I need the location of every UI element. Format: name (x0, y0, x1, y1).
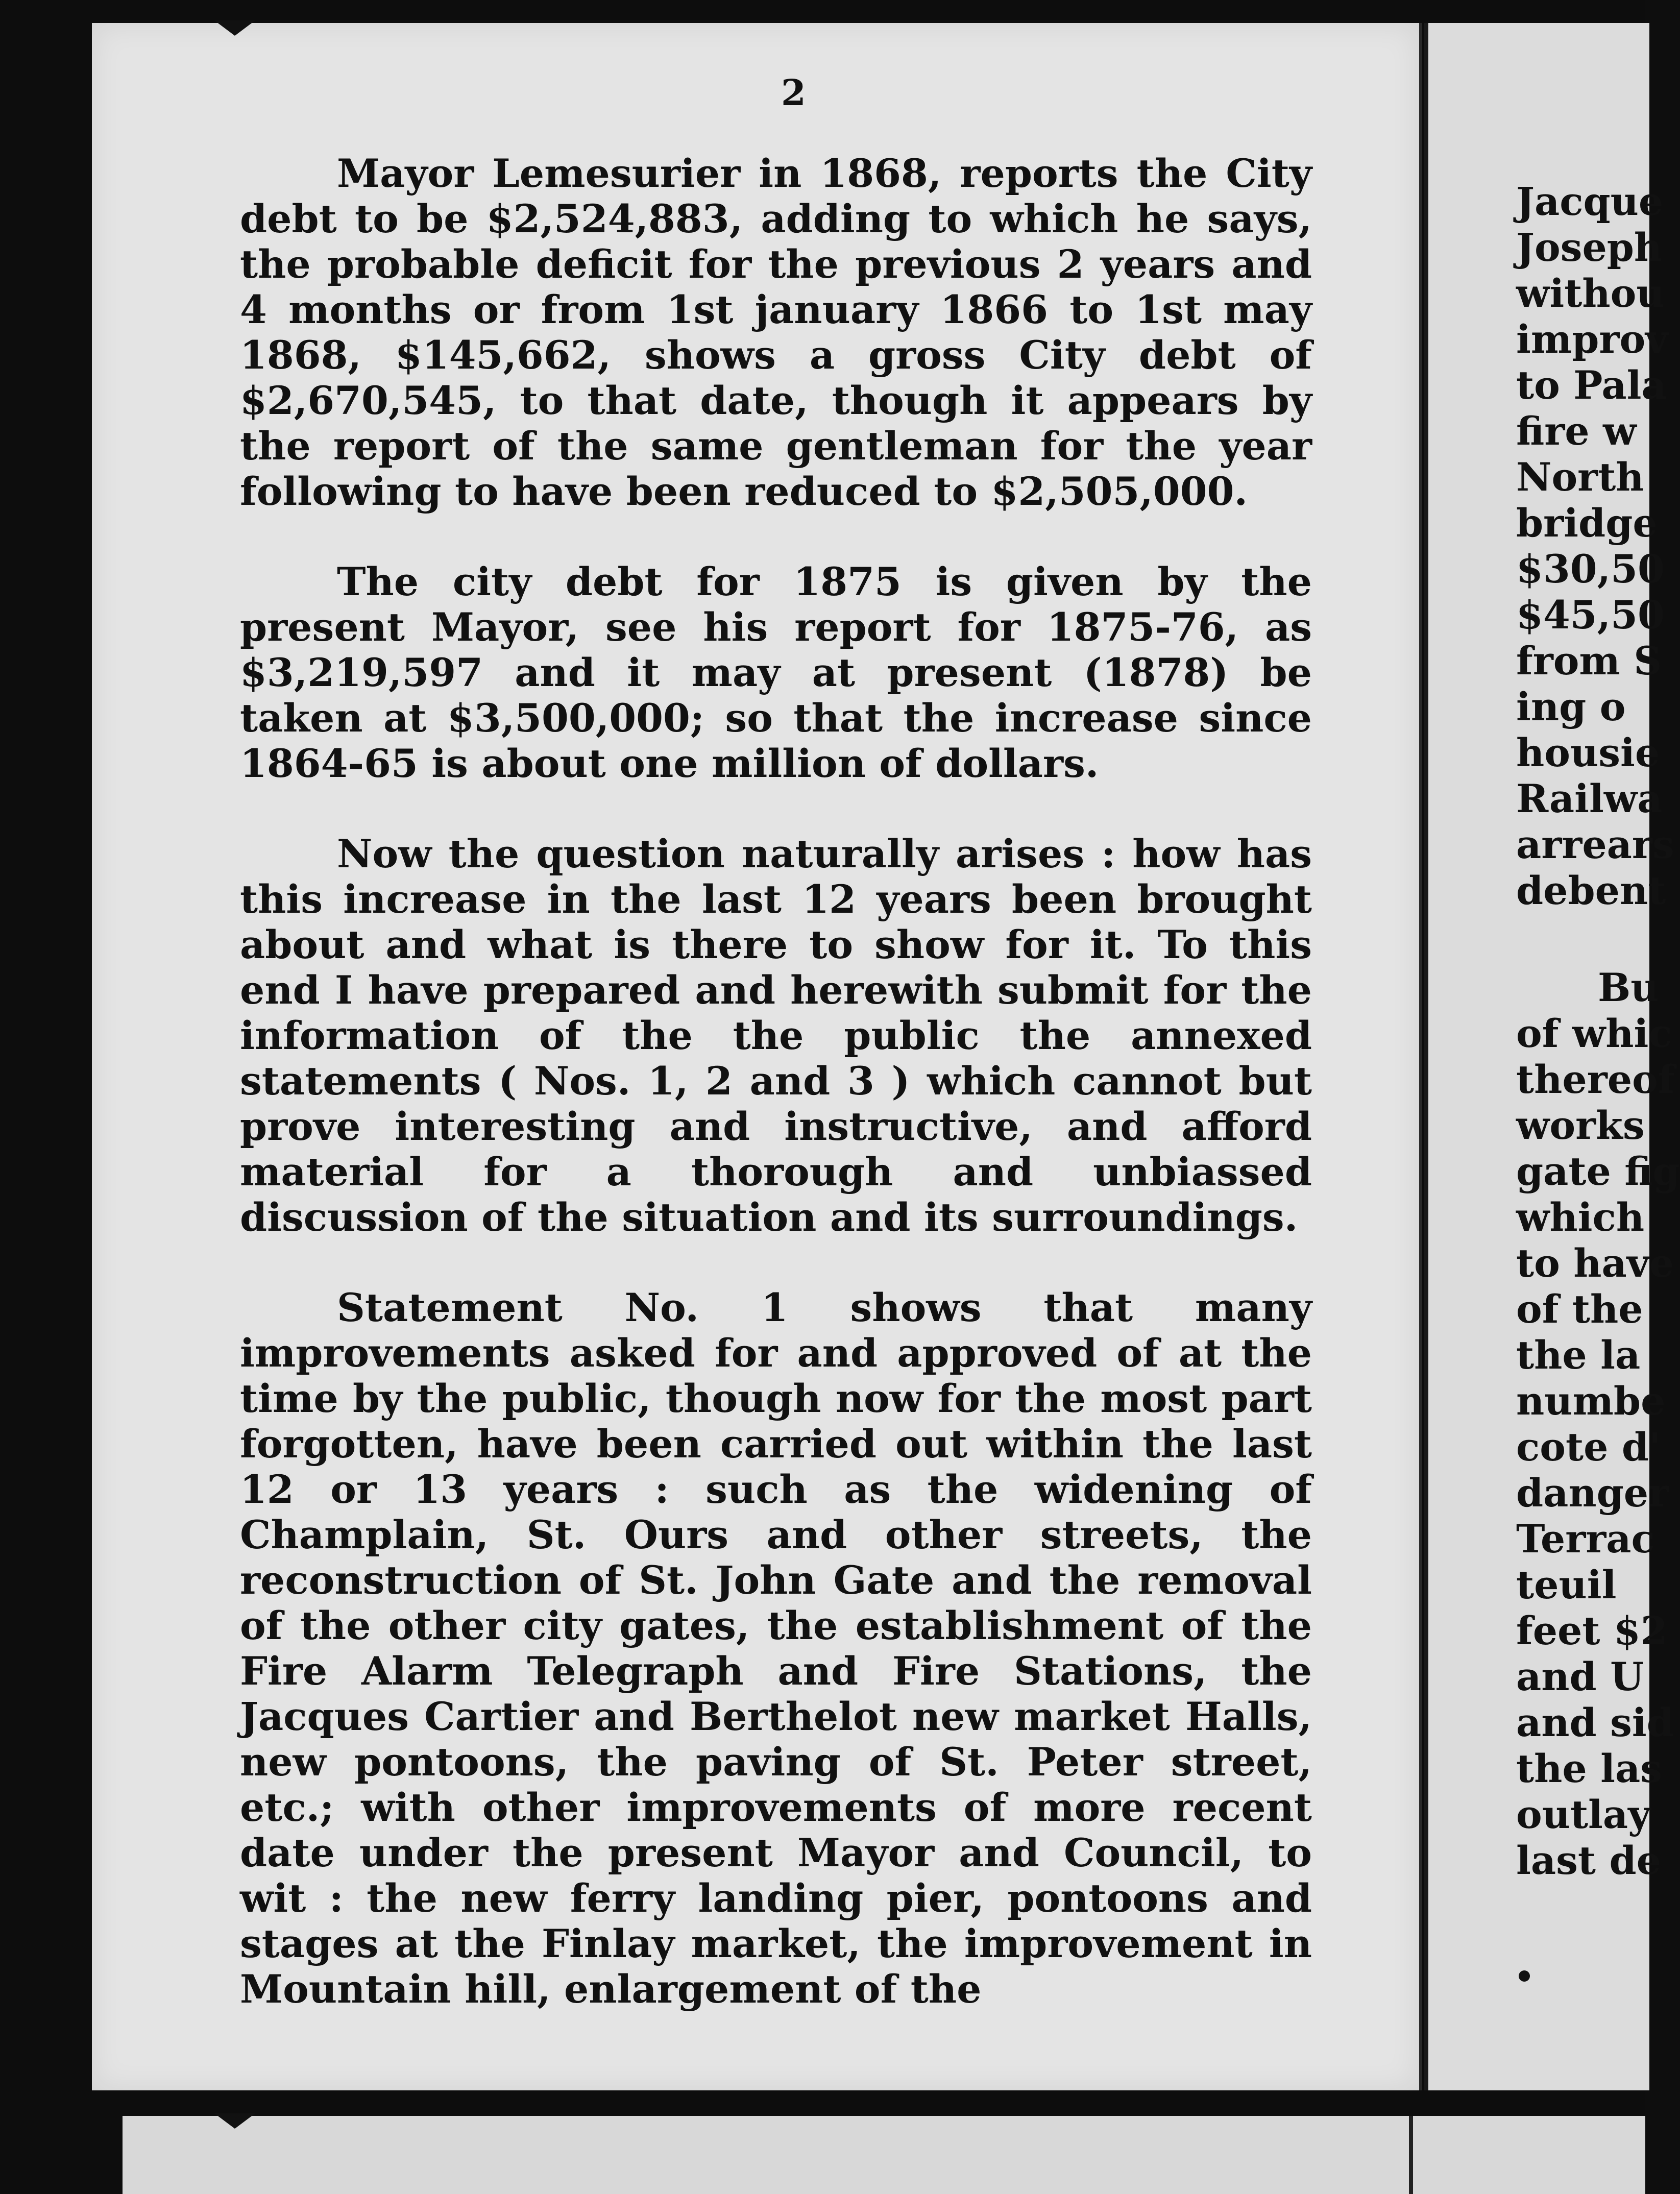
page-corner-mark (214, 20, 255, 36)
adjacent-line: works (1516, 1103, 1645, 1148)
adjacent-line: Railwa (1516, 776, 1663, 821)
paragraph-2: The city debt for 1875 is given by the present Mayor, see his report for 1875-76, as $3,219,597 and it may at present (1878) be taken at $3,500,000; so that the increase since 1864-65 is about one million of dollars. (240, 559, 1312, 786)
adjacent-line: debent (1516, 868, 1666, 913)
adjacent-line: ing o (1516, 684, 1626, 729)
adjacent-line: bridge (1516, 500, 1658, 546)
adjacent-line: $45,50 (1516, 592, 1665, 638)
adjacent-page-text (1516, 179, 1680, 1884)
adjacent-line: Jacque (1516, 179, 1664, 224)
ink-dot (1519, 1970, 1530, 1982)
adjacent-line: and sid (1516, 1700, 1674, 1745)
adjacent-line: from S (1516, 638, 1662, 684)
adjacent-line: thereof (1516, 1057, 1675, 1102)
paragraph-3: Now the question naturally arises : how has this increase in the last 12 years been brought about and what is there to show for it. To this end I have prepared and herewith submit for the information of the the public the annexed statements ( Nos. 1, 2 and 3 ) which cannot but prove interesting and instructive, and afford material for a thorough and unbiassed discussion of the situation and its surroundings. (240, 831, 1312, 1240)
adjacent-line: Bu (1598, 965, 1659, 1010)
adjacent-line: to have (1516, 1240, 1674, 1286)
adjacent-line: to Pala (1516, 362, 1667, 408)
adjacent-line: the las (1516, 1746, 1663, 1791)
adjacent-line: outlay (1516, 1792, 1651, 1837)
adjacent-line: withou (1516, 271, 1665, 316)
adjacent-line: and U (1516, 1654, 1644, 1699)
adjacent-paragraph-gap (1516, 914, 1649, 965)
adjacent-line: Terrac (1516, 1516, 1655, 1562)
page-number: 2 (781, 71, 807, 114)
adjacent-line: danger (1516, 1470, 1669, 1516)
adjacent-line: $30,50 (1516, 546, 1665, 592)
adjacent-line: arrears (1516, 822, 1674, 867)
adjacent-line: North (1516, 454, 1644, 500)
adjacent-line: numbe (1516, 1378, 1666, 1424)
adjacent-line: teuil (1516, 1562, 1617, 1607)
adjacent-line: the la (1516, 1332, 1641, 1378)
adjacent-line: Joseph (1516, 225, 1663, 270)
adjacent-line: feet $2 (1516, 1608, 1668, 1653)
adjacent-line: cote d' (1516, 1424, 1661, 1470)
next-page-edge (123, 2116, 1645, 2194)
adjacent-line: housie (1516, 730, 1660, 775)
page-divider-rule (1409, 2116, 1413, 2194)
page-body (240, 151, 1312, 2057)
paragraph-4: Statement No. 1 shows that many improvements asked for and approved of at the time by the public, though now for the most part forgotten, have been carried out within the last 12 or 13 years : such as the widening of Champlain, St. Ours and other streets, the reconstruction of St. John Gate and the removal of the other city gates, the establishment of the Fire Alarm Telegraph and Fire Stations, the Jacques Cartier and Berthelot new market Halls, new pontoons, the paving of St. Peter street, etc.; with other improvements of more recent date under the present Mayor and Council, to wit : the new ferry landing pier, pontoons and stages at the Finlay market, the improvement in Mountain hill, enlargement of the (240, 1285, 1312, 2012)
adjacent-line: gate fig (1516, 1149, 1680, 1194)
paragraph-1: Mayor Lemesurier in 1868, reports the City debt to be $2,524,883, adding to which he says, the probable deficit for the previous 2 years and 4 months or from 1st january 1866 to 1st may 1868, $145,662, shows a gross City debt of $2,670,545, to that date, though it appears by the report of the same gentleman for the year following to have been reduced to $2,505,000. (240, 151, 1312, 514)
adjacent-line: of the (1516, 1286, 1643, 1332)
adjacent-line: improv (1516, 316, 1668, 362)
adjacent-line: fire w (1516, 408, 1637, 454)
adjacent-line: last de (1516, 1838, 1661, 1883)
page-corner-mark (214, 2113, 255, 2129)
adjacent-line: of whic (1516, 1011, 1672, 1056)
adjacent-line: which (1516, 1194, 1645, 1240)
